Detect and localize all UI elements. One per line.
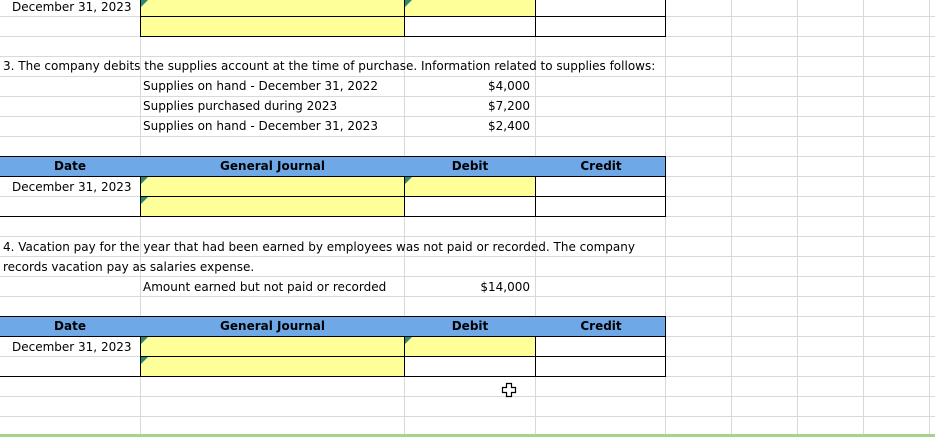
header-date: Date [54,159,86,173]
top-credit-input-2[interactable] [536,17,665,36]
input-marker-icon [141,197,148,204]
top-account-input-1[interactable] [141,0,404,16]
date-cell: December 31, 2023 [12,340,132,354]
header-debit: Debit [451,159,489,173]
item4-description-line1: 4. Vacation pay for the year that had been earned by employees was not paid or recorded. The company [3,240,635,254]
item3-description: 3. The company debits the supplies account at the time of purchase. Information related to supplies follows: [3,59,656,73]
debit-input-1[interactable] [405,337,535,356]
item3-row-value: $2,400 [488,119,530,133]
top-journal [0,0,666,37]
credit-input-2[interactable] [536,357,665,376]
input-marker-icon [405,177,412,184]
item4-section [0,236,935,298]
input-marker-icon [405,0,412,7]
input-marker-icon [141,177,148,184]
item3-row-value: $7,200 [488,99,530,113]
item3-row-value: $4,000 [488,79,530,93]
journal-table-3 [0,316,666,377]
credit-input-1[interactable] [536,337,665,356]
header-general-journal: General Journal [220,159,325,173]
top-date-cell: December 31, 2023 [12,0,132,14]
journal-table-2 [0,156,666,217]
header-credit: Credit [580,159,622,173]
account-input-1[interactable] [141,337,404,356]
top-credit-input-1[interactable] [536,0,665,16]
account-input-2[interactable] [141,357,404,376]
item3-row-label: Supplies purchased during 2023 [143,99,338,113]
header-general-journal: General Journal [220,319,325,333]
account-input-1[interactable] [141,177,404,196]
debit-input-2[interactable] [405,197,535,216]
item4-description-line2: records vacation pay as salaries expense. [3,260,255,274]
top-debit-input-2[interactable] [405,17,535,36]
header-debit: Debit [451,319,489,333]
input-marker-icon [405,337,412,344]
item3-row-label: Supplies on hand - December 31, 2023 [143,119,378,133]
top-account-input-2[interactable] [141,17,404,36]
debit-input-1[interactable] [405,177,535,196]
credit-input-1[interactable] [536,177,665,196]
input-marker-icon [141,357,148,364]
credit-input-2[interactable] [536,197,665,216]
cursor-plus-icon [501,382,517,398]
header-credit: Credit [580,319,622,333]
debit-input-2[interactable] [405,357,535,376]
header-date: Date [54,319,86,333]
top-debit-input-1[interactable] [405,0,535,16]
item3-section [0,56,935,136]
input-marker-icon [141,0,148,7]
input-marker-icon [141,337,148,344]
date-cell: December 31, 2023 [12,180,132,194]
item4-row-label: Amount earned but not paid or recorded [143,280,387,294]
item3-row-label: Supplies on hand - December 31, 2022 [143,79,378,93]
item4-row-value: $14,000 [480,280,530,294]
account-input-2[interactable] [141,197,404,216]
